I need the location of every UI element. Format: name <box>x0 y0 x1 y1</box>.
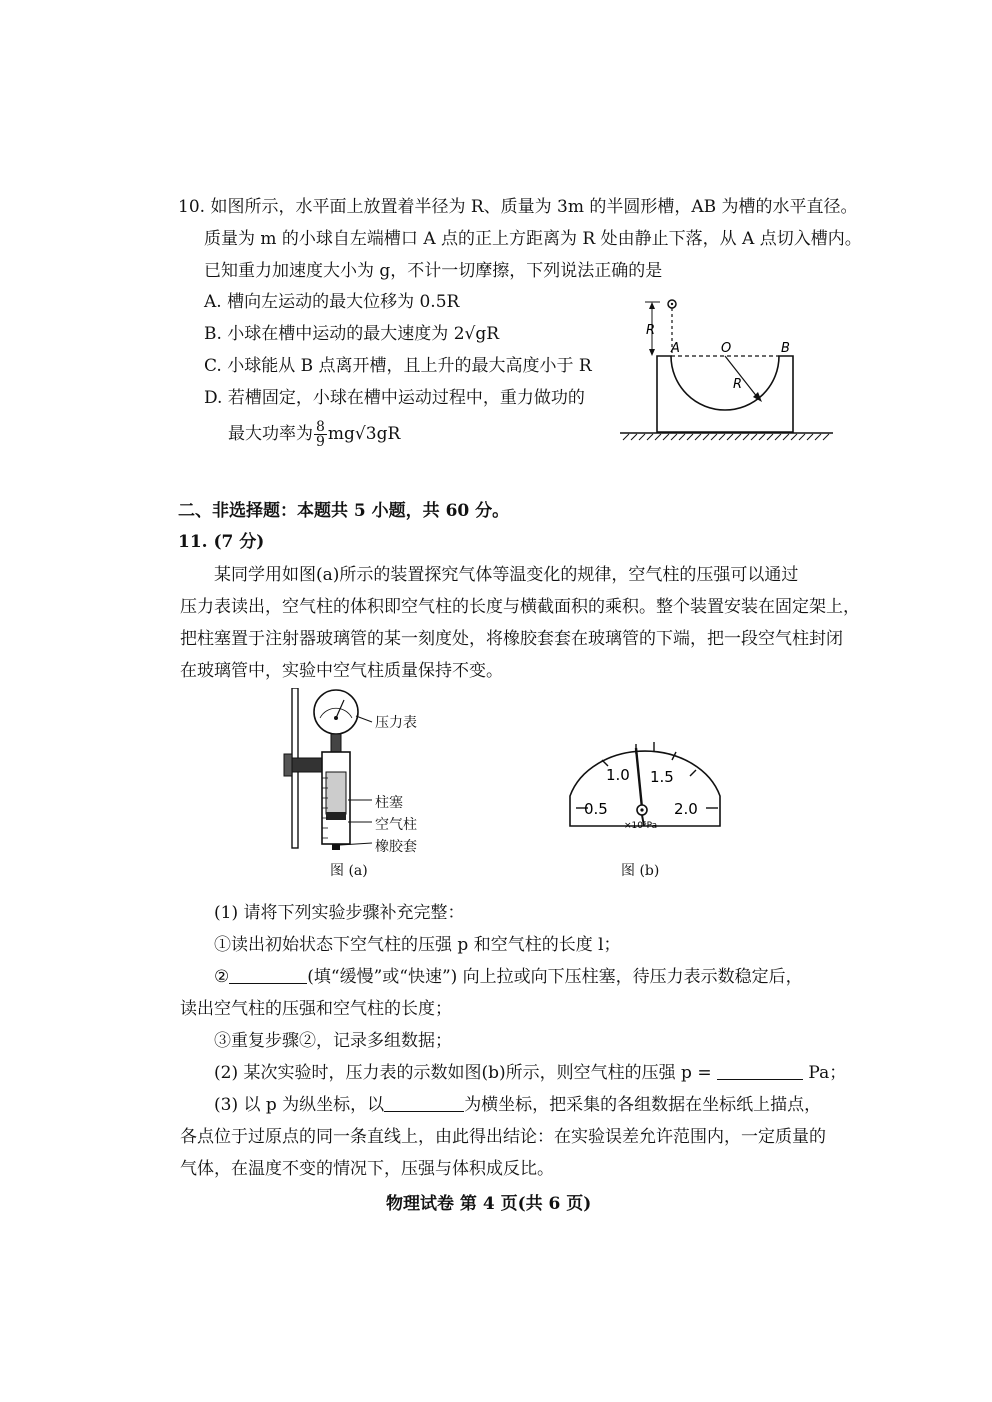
fig-b-gauge <box>560 722 730 834</box>
label-b: B <box>781 341 790 356</box>
fraction-denominator: 9 <box>316 434 325 450</box>
part3-prefix: (3) 以 p 为纵坐标，以 <box>214 1095 385 1115</box>
label-plunger: 柱塞 <box>375 795 403 811</box>
q11-step1: ①读出初始状态下空气柱的压强 p 和空气柱的长度 l； <box>214 935 621 955</box>
step2-suffix: (填“缓慢”或“快速”) 向上拉或向下压柱塞，待压力表示数稳定后， <box>307 967 803 987</box>
label-o: O <box>721 341 732 356</box>
page-footer: 物理试卷 第 4 页(共 6 页) <box>386 1194 592 1214</box>
label-rubber-cap: 橡胶套 <box>375 839 417 855</box>
part3-suffix: 为横坐标，把采集的各组数据在坐标纸上描点， <box>464 1095 822 1115</box>
label-air-column: 空气柱 <box>375 817 417 833</box>
q11-part1-title: (1) 请将下列实验步骤补充完整： <box>214 903 465 923</box>
q11-para-line3: 把柱塞置于注射器玻璃管的某一刻度处，将橡胶套套在玻璃管的下端，把一段空气柱封闭 <box>180 629 843 649</box>
q10-option-a: A. 槽向左运动的最大位移为 0.5R <box>204 292 460 312</box>
section2-heading: 二、非选择题：本题共 5 小题，共 60 分。 <box>178 501 510 521</box>
q10-stem-line3: 已知重力加速度大小为 g，不计一切摩擦，下列说法正确的是 <box>204 261 663 281</box>
q11-part3-line2: 各点位于过原点的同一条直线上，由此得出结论：在实验误差允许范围内，一定质量的 <box>180 1127 826 1147</box>
q10-option-d-suffix: mg√3gR <box>327 424 401 444</box>
groove-block <box>657 356 793 432</box>
gauge-connector <box>331 734 341 752</box>
plunger-head <box>326 812 346 820</box>
label-r-height: R <box>646 323 656 338</box>
q11-step2 <box>214 966 803 988</box>
gauge-unit-label: ×10⁵Pa <box>624 821 658 831</box>
q11-step3: ③重复步骤②，记录多组数据； <box>214 1031 452 1051</box>
q11-para-line2: 压力表读出，空气柱的体积即空气柱的长度与横截面积的乘积。整个装置安装在固定架上， <box>180 597 860 617</box>
gauge-tick-label-2-0: 2.0 <box>674 800 698 818</box>
step2-prefix: ② <box>214 967 230 987</box>
q10-option-d-prefix: 最大功率为 <box>228 424 313 444</box>
part2-suffix: Pa； <box>808 1063 847 1083</box>
fig-b-caption: 图 (b) <box>621 863 660 879</box>
label-r-radius: R <box>733 377 743 392</box>
q11-part2 <box>214 1062 846 1084</box>
gauge-tick-label-1-0: 1.0 <box>606 766 630 784</box>
gauge-tick-label-0-5: 0.5 <box>584 800 608 818</box>
plunger <box>326 772 346 814</box>
fig-a-caption: 图 (a) <box>330 863 368 879</box>
q10-stem-line2: 质量为 m 的小球自左端槽口 A 点的正上方距离为 R 处由静止下落，从 A 点切入槽内。 <box>204 229 862 249</box>
blank-step2[interactable] <box>229 967 307 984</box>
blank-pressure[interactable] <box>717 1063 803 1080</box>
q11-part3-line3: 气体，在温度不变的情况下，压强与体积成反比。 <box>180 1159 554 1179</box>
q10-option-c: C. 小球能从 B 点离开槽，且上升的最大高度小于 R <box>204 356 592 376</box>
pressure-gauge-icon <box>314 690 358 734</box>
q10-groove-figure <box>615 290 840 445</box>
q11-para-line1: 某同学用如图(a)所示的装置探究气体等温变化的规律，空气柱的压强可以通过 <box>214 565 799 585</box>
q10-option-d-line2 <box>228 420 400 449</box>
q10-option-d-line1: D. 若槽固定，小球在槽中运动过程中，重力做功的 <box>204 388 585 408</box>
q11-title: 11. (7 分) <box>178 532 265 552</box>
q11-step2-line2: 读出空气柱的压强和空气柱的长度； <box>180 999 452 1019</box>
label-pressure-gauge: 压力表 <box>375 715 417 731</box>
part2-prefix: (2) 某次实验时，压力表的示数如图(b)所示，则空气柱的压强 p = <box>214 1063 712 1083</box>
q10-option-d-fraction <box>314 420 327 449</box>
blank-x-axis[interactable] <box>384 1095 464 1112</box>
gauge-tick-label-1-5: 1.5 <box>650 768 674 786</box>
q11-para-line4: 在玻璃管中，实验中空气柱质量保持不变。 <box>180 661 503 681</box>
q10-option-b: B. 小球在槽中运动的最大速度为 2√gR <box>204 324 500 344</box>
q11-part3 <box>214 1094 821 1116</box>
label-a: A <box>671 341 680 356</box>
rubber-cap <box>332 844 340 850</box>
ground-hatching <box>623 434 829 440</box>
fraction-numerator: 8 <box>316 419 325 435</box>
q10-stem-line1: 10. 如图所示，水平面上放置着半径为 R、质量为 3m 的半圆形槽，AB 为槽的水平直径。 <box>178 197 858 217</box>
